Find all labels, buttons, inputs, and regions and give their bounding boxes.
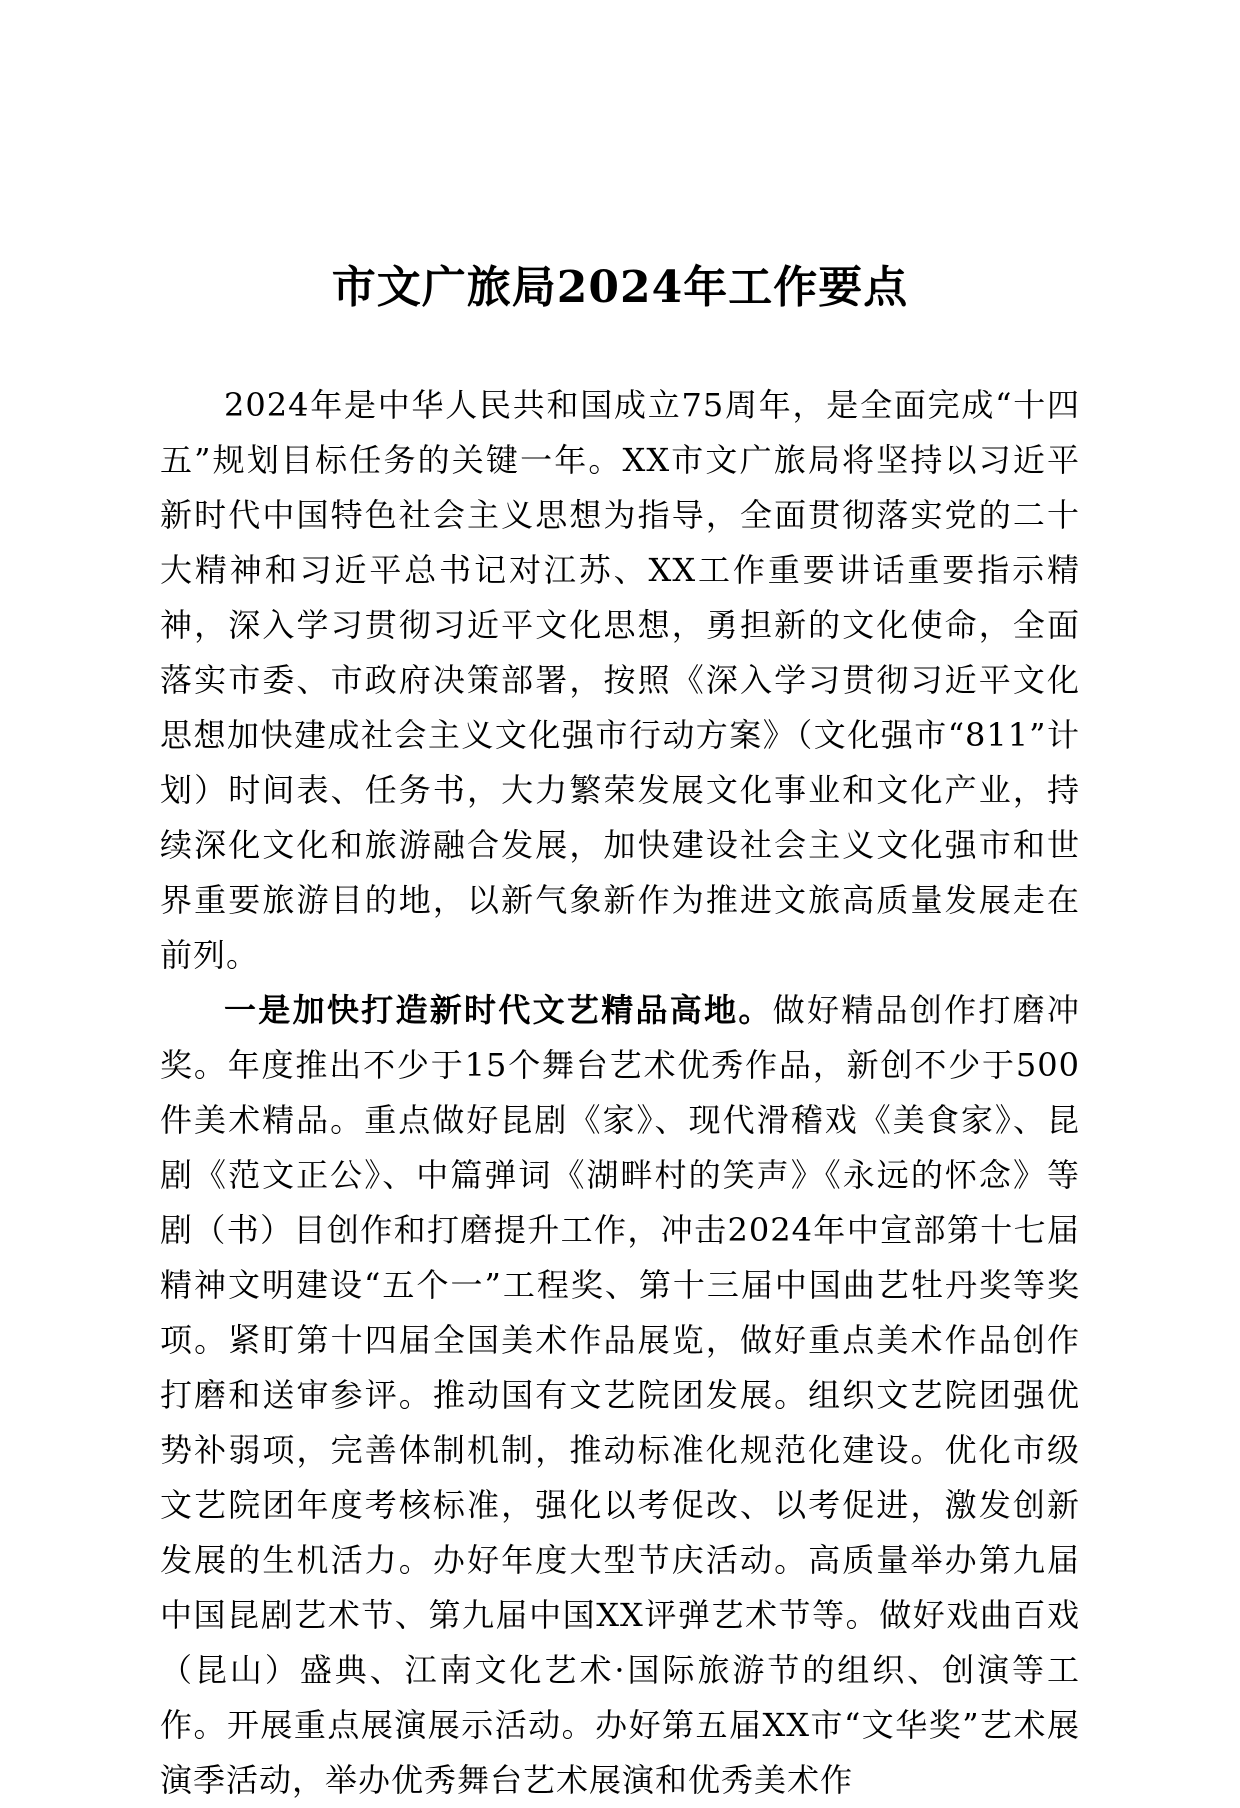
document-title: 市文广旅局2024年工作要点 xyxy=(331,262,909,313)
intro-paragraph xyxy=(160,378,1080,983)
document-body xyxy=(160,378,1080,1808)
section-one-heading: 一是加快打造新时代文艺精品高地。 xyxy=(224,991,773,1029)
intro-paragraph-text: 2024年是中华人民共和国成立75周年，是全面完成“十四五”规划目标任务的关键一年。XX市文广旅局将坚持以习近平新时代中国特色社会主义思想为指导，全面贯彻落实党的二十大精神和习近平总书记对江苏、XX工作重要讲话重要指示精神，深入学习贯彻习近平文化思想，勇担新的文化使命，全面落实市委、市政府决策部署，按照《深入学习贯彻习近平文化思想加快建成社会主义文化强市行动方案》（文化强市“811”计划）时间表、任务书，大力繁荣发展文化事业和文化产业，持续深化文化和旅游融合发展，加快建设社会主义文化强市和世界重要旅游目的地，以新气象新作为推进文旅高质量发展走在前列。 xyxy=(160,386,1080,974)
section-one-paragraph xyxy=(160,983,1080,1808)
section-one-text: 做好精品创作打磨冲奖。年度推出不少于15个舞台艺术优秀作品，新创不少于500件美术精品。重点做好昆剧《家》、现代滑稽戏《美食家》、昆剧《范文正公》、中篇弹词《湖畔村的笑声》《永远的怀念》等剧（书）目创作和打磨提升工作，冲击2024年中宣部第十七届精神文明建设“五个一”工程奖、第十三届中国曲艺牡丹奖等奖项。紧盯第十四届全国美术作品展览，做好重点美术作品创作打磨和送审参评。推动国有文艺院团发展。组织文艺院团强优势补弱项，完善体制机制，推动标准化规范化建设。优化市级文艺院团年度考核标准，强化以考促改、以考促进，激发创新发展的生机活力。办好年度大型节庆活动。高质量举办第九届中国昆剧艺术节、第九届中国XX评弹艺术节等。做好戏曲百戏（昆山）盛典、江南文化艺术·国际旅游节的组织、创演等工作。开展重点展演展示活动。办好第五届XX市“文华奖”艺术展演季活动，举办优秀舞台艺术展演和优秀美术作 xyxy=(160,991,1080,1799)
